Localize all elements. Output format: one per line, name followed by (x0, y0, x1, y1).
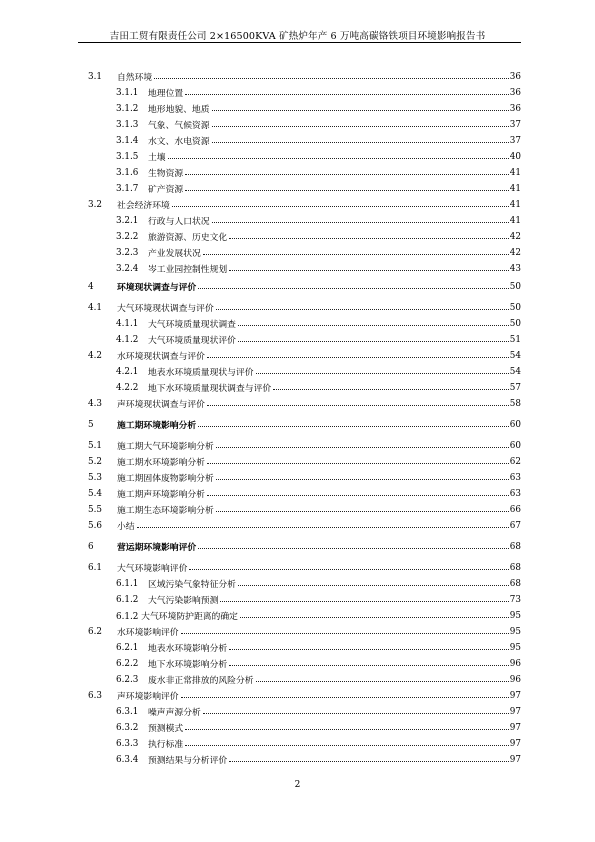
toc-entry-number: 3.1.4 (116, 136, 139, 146)
toc-entry-title: 自然环境 (117, 73, 153, 83)
dot-leader (220, 592, 509, 602)
toc-entry-page: 68 (509, 542, 521, 552)
toc-entry-title: 营运期环境影响评价 (117, 543, 197, 553)
dot-leader (168, 149, 509, 159)
toc-entry-number: 3.2.1 (116, 216, 139, 226)
toc-entry-number: 3.1.6 (116, 168, 139, 178)
toc-entry-page: 37 (509, 136, 521, 146)
toc-entry[interactable] (0, 657, 595, 671)
toc-entry[interactable] (0, 753, 595, 767)
dot-leader (256, 672, 509, 682)
toc-entry-title: 大气环境质量现状评价 (148, 336, 236, 346)
toc-entry[interactable] (0, 609, 595, 623)
dot-leader (198, 539, 509, 549)
toc-entry-title: 区域污染气象特征分析 (148, 580, 236, 590)
dot-leader (189, 560, 509, 570)
toc-entry-number: 4.1 (88, 303, 102, 313)
toc-entry-page: 97 (509, 723, 521, 733)
toc-entry[interactable] (0, 721, 595, 735)
toc-entry-number: 4.1.2 (116, 335, 139, 345)
toc-entry[interactable] (0, 577, 595, 591)
toc-entry-number: 4.3 (88, 399, 102, 409)
toc-entry-page: 97 (509, 707, 521, 717)
toc-entry-title: 地理位置 (148, 89, 184, 99)
dot-leader (203, 704, 509, 714)
toc-entry-number: 4.2.1 (116, 367, 139, 377)
toc-entry-number: 3.1 (88, 72, 102, 82)
dot-leader (207, 486, 509, 496)
dot-leader (212, 117, 509, 127)
dot-leader (137, 518, 509, 528)
dot-leader (172, 197, 509, 207)
toc-entry[interactable] (0, 519, 595, 533)
toc-entry-page: 97 (509, 691, 521, 701)
toc-entry[interactable] (0, 561, 595, 575)
toc-entry[interactable] (0, 439, 595, 453)
toc-entry-title: 地下水环境影响分析 (148, 660, 228, 670)
toc-entry-number: 3.2.2 (116, 232, 139, 242)
toc-entry[interactable] (0, 198, 595, 212)
toc-entry[interactable] (0, 317, 595, 331)
toc-entry-title: 大气环境质量现状调查 (148, 320, 236, 330)
toc-entry-page: 68 (509, 579, 521, 589)
dot-leader (256, 364, 509, 374)
page-header: 吉田工贸有限责任公司 2×16500KVA 矿热炉年产 6 万吨高碳铬铁项目环境影响报告书 (109, 31, 486, 42)
toc-entry-title: 生物资源 (148, 169, 184, 179)
dot-leader (238, 332, 509, 342)
toc-entry[interactable] (0, 625, 595, 639)
toc-entry-page: 36 (509, 72, 521, 82)
toc-entry[interactable] (0, 503, 595, 517)
toc-entry-page: 54 (509, 351, 521, 361)
toc-entry[interactable] (0, 418, 595, 432)
toc-entry-title: 执行标准 (148, 740, 184, 750)
toc-entry[interactable] (0, 150, 595, 164)
toc-entry[interactable] (0, 737, 595, 751)
dot-leader (212, 133, 509, 143)
toc-entry-page: 67 (509, 521, 521, 531)
toc-entry-title: 水环境影响评价 (117, 628, 179, 638)
toc-entry-title: 6.1.2 大气环境防护距离的确定 (116, 612, 238, 622)
toc-entry[interactable] (0, 673, 595, 687)
toc-entry-number: 3.1.1 (116, 88, 139, 98)
toc-entry-page: 63 (509, 489, 521, 499)
toc-entry-title: 土壤 (148, 153, 166, 163)
toc-entry-number: 6.3.4 (116, 755, 139, 765)
toc-entry-page: 37 (509, 120, 521, 130)
toc-entry-title: 行政与人口状况 (148, 217, 210, 227)
toc-entry-title: 施工期大气环境影响分析 (117, 442, 214, 452)
dot-leader (207, 348, 509, 358)
toc-entry-number: 5.6 (88, 521, 102, 531)
toc-entry[interactable] (0, 246, 595, 260)
toc-entry-page: 62 (509, 457, 521, 467)
toc-entry-page: 42 (509, 248, 521, 258)
toc-entry-title: 旅游资源、历史文化 (148, 233, 228, 243)
toc-entry-number: 6.3.3 (116, 739, 139, 749)
toc-entry-title: 气象、气候资源 (148, 121, 210, 131)
toc-entry-page: 54 (509, 367, 521, 377)
toc-entry[interactable] (0, 540, 595, 554)
toc-entry-number: 4.1.1 (116, 319, 139, 329)
dot-leader (185, 720, 509, 730)
toc-entry-title: 预测结果与分析评价 (148, 756, 228, 766)
toc-entry-title: 大气环境现状调查与评价 (117, 304, 214, 314)
dot-leader (229, 261, 509, 271)
toc-entry-number: 3.1.7 (116, 184, 139, 194)
toc-entry-number: 3.1.5 (116, 152, 139, 162)
toc-entry-title: 大气环境影响评价 (117, 564, 188, 574)
dot-leader (229, 752, 509, 762)
toc-entry-title: 产业发展状况 (148, 249, 201, 259)
dot-leader (273, 380, 509, 390)
dot-leader (154, 69, 509, 79)
toc-entry[interactable] (0, 70, 595, 84)
toc-entry-number: 3.2.4 (116, 264, 139, 274)
dot-leader (181, 688, 509, 698)
toc-entry-number: 6.2.1 (116, 643, 139, 653)
toc-entry-page: 40 (509, 152, 521, 162)
toc-entry-number: 3.2 (88, 200, 102, 210)
dot-leader (216, 470, 509, 480)
toc-entry-number: 5.2 (88, 457, 102, 467)
toc-entry-title: 施工期声环境影响分析 (117, 490, 205, 500)
toc-entry-page: 41 (509, 184, 521, 194)
toc-entry-page: 42 (509, 232, 521, 242)
toc-entry-number: 6.1 (88, 563, 102, 573)
dot-leader (238, 316, 509, 326)
toc-entry-title: 废水非正常排放的风险分析 (148, 676, 254, 686)
toc-entry[interactable] (0, 166, 595, 180)
toc-entry-number: 5.1 (88, 441, 102, 451)
dot-leader (181, 624, 509, 634)
toc-entry-page: 41 (509, 168, 521, 178)
dot-leader (216, 502, 509, 512)
dot-leader (212, 213, 509, 223)
dot-leader (216, 438, 509, 448)
toc-entry-page: 96 (509, 659, 521, 669)
toc-entry-number: 5.3 (88, 473, 102, 483)
toc-entry-title: 施工期水环境影响分析 (117, 458, 205, 468)
toc-entry[interactable] (0, 641, 595, 655)
toc-entry-title: 施工期固体废物影响分析 (117, 474, 214, 484)
dot-leader (229, 640, 509, 650)
toc-entry-title: 声环境现状调查与评价 (117, 400, 205, 410)
dot-leader (240, 608, 509, 618)
toc-entry-title: 环境现状调查与评价 (117, 283, 197, 293)
toc-entry-page: 58 (509, 399, 521, 409)
toc-entry[interactable] (0, 593, 595, 607)
toc-entry-number: 4.2.2 (116, 383, 139, 393)
toc-entry-title: 施工期环境影响分析 (117, 421, 197, 431)
toc-entry-page: 41 (509, 200, 521, 210)
toc-entry-page: 36 (509, 104, 521, 114)
toc-entry-title: 地表水环境质量现状与评价 (148, 368, 254, 378)
toc-entry-title: 矿产资源 (148, 185, 184, 195)
toc-entry-number: 4 (88, 282, 94, 292)
toc-entry-page: 41 (509, 216, 521, 226)
toc-entry[interactable] (0, 705, 595, 719)
dot-leader (185, 181, 509, 191)
dot-leader (212, 101, 509, 111)
toc-entry-number: 6.2 (88, 627, 102, 637)
dot-leader (216, 300, 509, 310)
toc-entry[interactable] (0, 349, 595, 363)
toc-entry[interactable] (0, 471, 595, 485)
toc-entry-number: 5 (88, 420, 94, 430)
toc-entry[interactable] (0, 689, 595, 703)
toc-entry-page: 68 (509, 563, 521, 573)
toc-entry-page: 57 (509, 383, 521, 393)
dot-leader (207, 454, 509, 464)
toc-entry[interactable] (0, 381, 595, 395)
toc-entry-number: 5.5 (88, 505, 102, 515)
dot-leader (185, 85, 509, 95)
toc-entry-number: 6.2.3 (116, 675, 139, 685)
toc-entry[interactable] (0, 301, 595, 315)
toc-entry-number: 6 (88, 542, 94, 552)
toc-entry[interactable] (0, 182, 595, 196)
toc-entry[interactable] (0, 102, 595, 116)
toc-entry[interactable] (0, 86, 595, 100)
toc-entry[interactable] (0, 134, 595, 148)
toc-entry[interactable] (0, 455, 595, 469)
toc-entry[interactable] (0, 365, 595, 379)
dot-leader (229, 229, 509, 239)
dot-leader (198, 279, 509, 289)
dot-leader (207, 396, 509, 406)
toc-entry[interactable] (0, 397, 595, 411)
toc-entry-title: 地下水环境质量现状调查与评价 (148, 384, 272, 394)
toc-entry-page: 95 (509, 627, 521, 637)
dot-leader (185, 165, 509, 175)
toc-entry-number: 6.1.1 (116, 579, 139, 589)
toc-entry[interactable] (0, 487, 595, 501)
toc-entry-page: 60 (509, 441, 521, 451)
toc-entry-title: 地表水环境影响分析 (148, 644, 228, 654)
dot-leader (229, 656, 509, 666)
toc-entry-page: 97 (509, 739, 521, 749)
dot-leader (203, 245, 509, 255)
toc-entry-number: 6.3 (88, 691, 102, 701)
toc-entry-page: 97 (509, 755, 521, 765)
toc-entry[interactable] (0, 230, 595, 244)
toc-entry-page: 50 (509, 282, 521, 292)
toc-entry[interactable] (0, 262, 595, 276)
toc-entry-title: 噪声声源分析 (148, 708, 201, 718)
toc-entry-number: 6.2.2 (116, 659, 139, 669)
toc-entry-page: 73 (509, 595, 521, 605)
toc-entry-page: 96 (509, 675, 521, 685)
toc-entry-page: 43 (509, 264, 521, 274)
toc-entry-number: 6.1.2 (116, 595, 139, 605)
toc-entry-page: 95 (509, 611, 521, 621)
toc-entry-title: 预测模式 (148, 724, 184, 734)
toc-entry-title: 水环境现状调查与评价 (117, 352, 205, 362)
toc-entry-page: 95 (509, 643, 521, 653)
toc-entry-number: 3.2.3 (116, 248, 139, 258)
toc-entry-number: 6.3.1 (116, 707, 139, 717)
toc-entry-page: 60 (509, 420, 521, 430)
dot-leader (185, 736, 509, 746)
toc-entry[interactable] (0, 333, 595, 347)
page-number: 2 (294, 780, 301, 790)
toc-entry[interactable] (0, 214, 595, 228)
toc-entry-number: 4.2 (88, 351, 102, 361)
toc-entry-title: 声环境影响评价 (117, 692, 179, 702)
toc-entry-title: 施工期生态环境影响分析 (117, 506, 214, 516)
toc-entry-title: 岑工业园控制性规划 (148, 265, 228, 275)
toc-entry-number: 3.1.2 (116, 104, 139, 114)
toc-entry[interactable] (0, 280, 595, 294)
toc-entry-title: 小结 (117, 522, 135, 532)
toc-entry-title: 社会经济环境 (117, 201, 170, 211)
toc-entry-page: 50 (509, 319, 521, 329)
toc-entry-page: 50 (509, 303, 521, 313)
toc-entry-number: 5.4 (88, 489, 102, 499)
toc-entry-title: 水文、水电资源 (148, 137, 210, 147)
dot-leader (198, 417, 509, 427)
toc-entry-number: 6.3.2 (116, 723, 139, 733)
toc-entry-title: 大气污染影响预测 (148, 596, 219, 606)
toc-entry-page: 51 (509, 335, 521, 345)
toc-entry-page: 36 (509, 88, 521, 98)
dot-leader (238, 576, 509, 586)
toc-entry-number: 3.1.3 (116, 120, 139, 130)
toc-entry-page: 63 (509, 473, 521, 483)
toc-entry-title: 地形地貌、地质 (148, 105, 210, 115)
toc-entry[interactable] (0, 118, 595, 132)
toc-entry-page: 66 (509, 505, 521, 515)
